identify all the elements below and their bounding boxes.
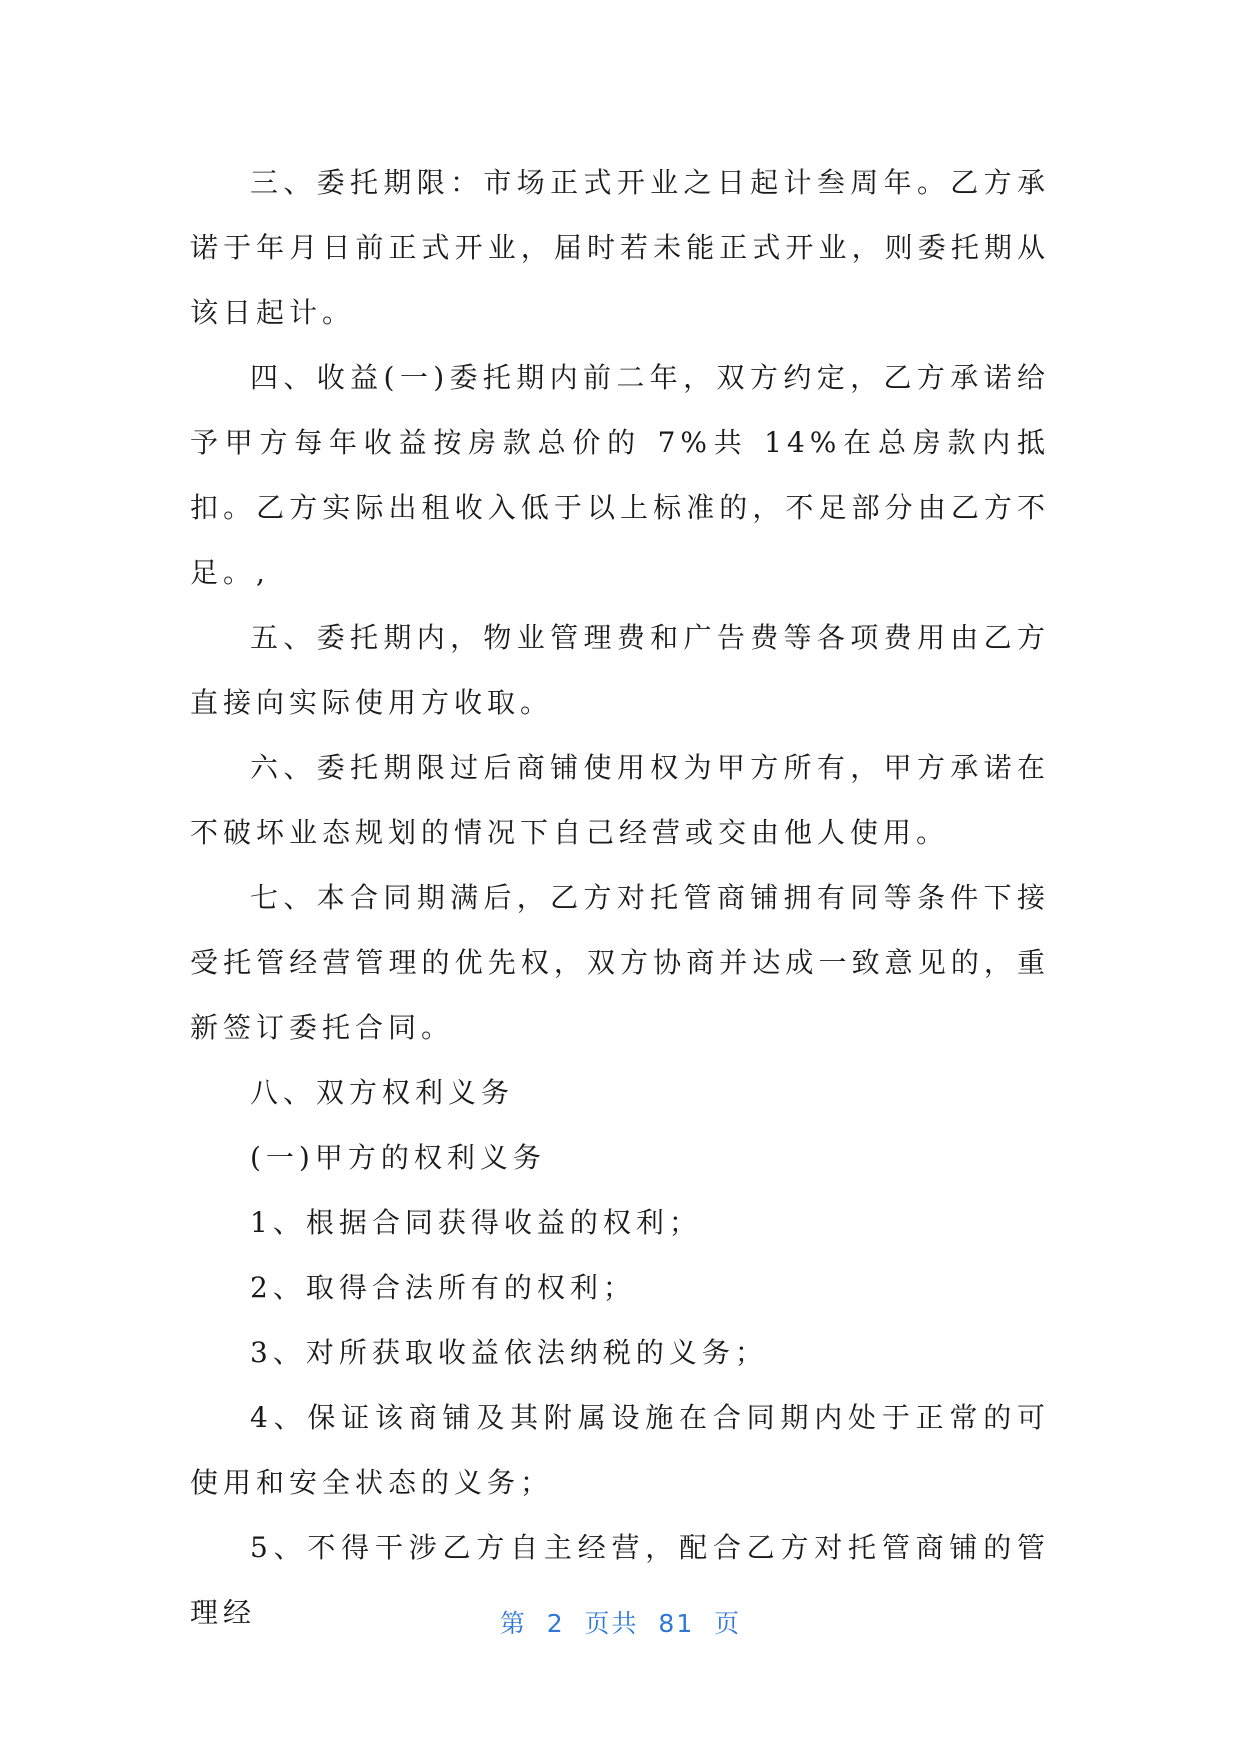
paragraph-clause-6: 六、委托期限过后商铺使用权为甲方所有，甲方承诺在不破坏业态规划的情况下自己经营或交由他人使用。 xyxy=(190,751,1050,849)
paragraph-item-5: 5、不得干涉乙方自主经营，配合乙方对托管商铺的管理经 xyxy=(190,1531,1050,1629)
paragraph-clause-4: 四、收益(一)委托期内前二年，双方约定，乙方承诺给予甲方每年收益按房款总价的 7%共 14%在总房款内抵扣。乙方实际出租收入低于以上标准的，不足部分由乙方不足。, xyxy=(190,361,1050,589)
paragraph-item-4: 4、保证该商铺及其附属设施在合同期内处于正常的可使用和安全状态的义务； xyxy=(190,1401,1050,1499)
paragraph-clause-8-heading: 八、双方权利义务 xyxy=(250,1076,515,1109)
document-body xyxy=(190,150,1050,1645)
page-number-footer: 第 2 页共 81 页 xyxy=(499,1609,742,1638)
paragraph-clause-3: 三、委托期限：市场正式开业之日起计叁周年。乙方承诺于年月日前正式开业，届时若未能正式开业，则委托期从该日起计。 xyxy=(190,166,1050,329)
paragraph-item-3: 3、对所获取收益依法纳税的义务； xyxy=(250,1336,768,1369)
paragraph-clause-7: 七、本合同期满后，乙方对托管商铺拥有同等条件下接受托管经营管理的优先权，双方协商并达成一致意见的，重新签订委托合同。 xyxy=(190,881,1050,1044)
paragraph-item-1: 1、根据合同获得收益的权利； xyxy=(250,1206,702,1239)
paragraph-clause-5: 五、委托期内，物业管理费和广告费等各项费用由乙方直接向实际使用方收取。 xyxy=(190,621,1050,719)
paragraph-item-2: 2、取得合法所有的权利； xyxy=(250,1271,636,1304)
paragraph-party-a-heading: (一)甲方的权利义务 xyxy=(250,1141,546,1174)
